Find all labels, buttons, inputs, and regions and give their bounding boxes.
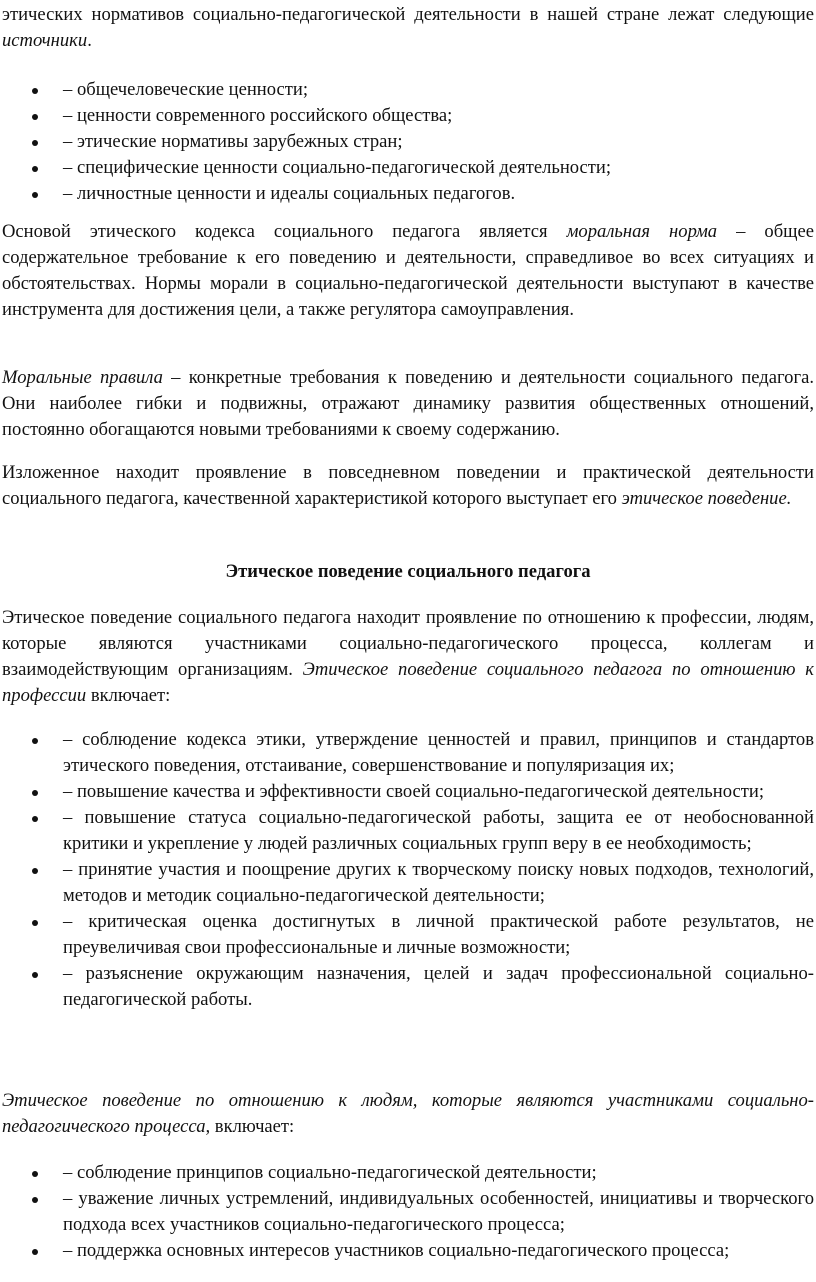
list-item-text: – разъяснение окружающим назначения, целей и задач профессиональной социально-педагогической работы. [63,963,814,1010]
list-item [2,727,814,779]
list-item-text: – уважение личных устремлений, индивидуальных особенностей, инициативы и творческого подхода всех участников социально-педагогического процесса; [63,1188,814,1235]
list-item-text: – соблюдение кодекса этики, утверждение ценностей и правил, принципов и стандартов этического поведения, отстаивание, совершенствование и популяризация их; [63,729,814,776]
paragraph-moral-rules [2,365,814,443]
paragraph-text: – конкретные требования к поведению и деятельности социального педагога. Они наиболее гибки и подвижны, отражают динамику развития общественных отношений, постоянно обогащаются новыми требованиями к своему содержанию. [2,367,814,440]
paragraph-behavior [2,460,814,512]
bullet-icon [32,920,38,926]
intro-end: . [87,30,92,51]
paragraph-text: Изложенное находит проявление в повседневном поведении и практической деятельности социального педагога, качественной характеристикой которого выступает его [2,462,814,509]
list-item-text: – принятие участия и поощрение других к творческому поиску новых подходов, технологий, методов и методик социально-педагогической деятельности; [63,859,814,906]
profession-list [2,727,814,1013]
bullet-icon [32,166,38,172]
list-item [2,1160,814,1186]
term-emphasis: Моральные правила [2,367,163,388]
term-emphasis: моральная норма [566,221,718,242]
list-item [2,103,814,129]
paragraph-profession [2,605,814,709]
list-item [2,77,814,103]
intro-text: этических нормативов социально-педагогической деятельности в нашей стране лежат следующие [2,4,814,25]
list-item-text: – этические нормативы зарубежных стран; [63,131,403,152]
list-item [2,961,814,1013]
bullet-icon [32,1197,38,1203]
list-item [2,857,814,909]
list-item-text: – специфические ценности социально-педагогической деятельности; [63,157,612,178]
term-emphasis: Этическое поведение по отношению к людям, которые являются участниками социально-педагогического процесса, [2,1090,814,1137]
section-heading: Этическое поведение социального педагога [225,561,591,582]
term-emphasis: Этическое поведение социального педагога по отношению к профессии [2,659,814,706]
paragraph-text: Этическое поведение социального педагога находит проявление по отношению к профессии, людям, которые являются участниками социально-педагогического процесса, коллегам и взаимодействующим организациям. [2,607,814,680]
paragraph-text: Основой этического кодекса социального педагога является [2,221,567,242]
bullet-icon [32,1171,38,1177]
list-item-text: – ценности современного российского общества; [63,105,453,126]
bullet-icon [32,114,38,120]
list-item [2,909,814,961]
paragraph-text: включает: [86,685,171,706]
list-item-text: – повышение статуса социально-педагогической работы, защита ее от необоснованной критики и укрепление у людей различных социальных групп веру в ее необходимость; [63,807,814,854]
bullet-icon [32,192,38,198]
list-item-text: – поддержка основных интересов участников социально-педагогического процесса; [63,1240,730,1261]
list-item-text: – критическая оценка достигнутых в личной практической работе результатов, не преувеличивая свои профессиональные и личные возможности; [63,911,814,958]
list-item [2,779,814,805]
list-item-text: – общечеловеческие ценности; [63,79,309,100]
bullet-icon [32,140,38,146]
bullet-icon [32,868,38,874]
paragraph-text: включает: [210,1116,295,1137]
list-item [2,181,814,207]
list-item-text: – повышение качества и эффективности своей социально-педагогической деятельности; [63,781,764,802]
list-item [2,129,814,155]
list-item [2,805,814,857]
bullet-icon [32,790,38,796]
list-item-text: – соблюдение принципов социально-педагогической деятельности; [63,1162,597,1183]
bullet-icon [32,88,38,94]
paragraph-text: – общее содержательное требование к его поведению и деятельности, справедливое во всех ситуациях и обстоятельствах. Нормы морали в социально-педагогической деятельности выступают в качестве инструмента для достижения цели, а также регулятора самоуправления. [2,221,814,320]
intro-emphasis: источники [2,30,88,51]
list-item [2,155,814,181]
bullet-icon [32,1249,38,1255]
list-item-text: – личностные ценности и идеалы социальных педагогов. [63,183,516,204]
sources-list [2,77,814,207]
paragraph-people [2,1088,814,1140]
intro-paragraph [2,2,814,54]
list-item [2,1186,814,1238]
bullet-icon [32,972,38,978]
list-item [2,1238,814,1264]
term-emphasis: этическое поведение. [621,488,792,509]
people-list [2,1160,814,1264]
bullet-icon [32,816,38,822]
bullet-icon [32,738,38,744]
paragraph-moral-norm [2,219,814,323]
